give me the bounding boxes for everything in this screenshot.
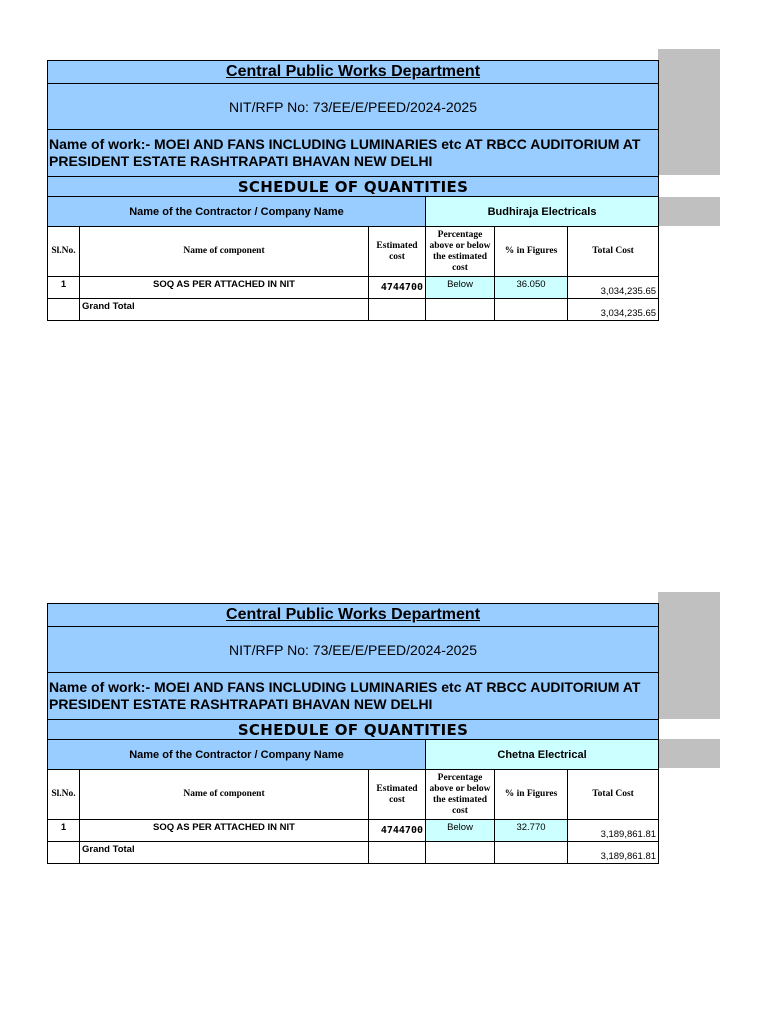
item-total-cost: 3,034,235.65 bbox=[568, 277, 659, 299]
item-component: SOQ AS PER ATTACHED IN NIT bbox=[80, 277, 369, 299]
grand-total-label: Grand Total bbox=[80, 842, 369, 864]
nit-number: NIT/RFP No: 73/EE/E/PEED/2024-2025 bbox=[48, 84, 659, 130]
table-row bbox=[48, 277, 659, 299]
col-header-component: Name of component bbox=[80, 770, 369, 820]
item-percent: 32.770 bbox=[495, 820, 568, 842]
name-of-work: Name of work:- MOEI AND FANS INCLUDING LUMINARIES etc AT RBCC AUDITORIUM AT PRESIDENT ESTATE RASHTRAPATI BHAVAN NEW DELHI bbox=[48, 130, 659, 177]
soq-table bbox=[47, 603, 659, 864]
table-row bbox=[48, 820, 659, 842]
col-header-sl-no: Sl.No. bbox=[48, 770, 80, 820]
contractor-label: Name of the Contractor / Company Name bbox=[48, 740, 426, 770]
col-header-percent-figures: % in Figures bbox=[495, 227, 568, 277]
col-header-sl-no: Sl.No. bbox=[48, 227, 80, 277]
item-sl-no: 1 bbox=[48, 277, 80, 299]
item-component: SOQ AS PER ATTACHED IN NIT bbox=[80, 820, 369, 842]
grand-total-row bbox=[48, 842, 659, 864]
gray-side-panel bbox=[658, 197, 720, 226]
col-header-percent-figures: % in Figures bbox=[495, 770, 568, 820]
nit-number: NIT/RFP No: 73/EE/E/PEED/2024-2025 bbox=[48, 627, 659, 673]
soq-table bbox=[47, 60, 659, 321]
grand-total-value: 3,189,861.81 bbox=[568, 842, 659, 864]
col-header-percentage: Percentage above or below the estimated cost bbox=[426, 770, 495, 820]
tender-block-2 bbox=[47, 603, 658, 864]
item-total-cost: 3,189,861.81 bbox=[568, 820, 659, 842]
gray-side-panel bbox=[658, 739, 720, 768]
department-title: Central Public Works Department bbox=[48, 604, 659, 627]
col-header-component: Name of component bbox=[80, 227, 369, 277]
gray-side-panel bbox=[658, 592, 720, 719]
col-header-total-cost: Total Cost bbox=[568, 227, 659, 277]
item-estimated-cost: 4744700 bbox=[369, 820, 426, 842]
grand-total-value: 3,034,235.65 bbox=[568, 299, 659, 321]
grand-total-label: Grand Total bbox=[80, 299, 369, 321]
contractor-name: Chetna Electrical bbox=[426, 740, 659, 770]
item-estimated-cost: 4744700 bbox=[369, 277, 426, 299]
item-above-below: Below bbox=[426, 277, 495, 299]
col-header-estimated-cost: Estimated cost bbox=[369, 227, 426, 277]
col-header-percentage: Percentage above or below the estimated cost bbox=[426, 227, 495, 277]
contractor-name: Budhiraja Electricals bbox=[426, 197, 659, 227]
col-header-estimated-cost: Estimated cost bbox=[369, 770, 426, 820]
name-of-work: Name of work:- MOEI AND FANS INCLUDING LUMINARIES etc AT RBCC AUDITORIUM AT PRESIDENT ESTATE RASHTRAPATI BHAVAN NEW DELHI bbox=[48, 673, 659, 720]
schedule-title: SCHEDULE OF QUANTITIES bbox=[48, 177, 659, 197]
item-above-below: Below bbox=[426, 820, 495, 842]
col-header-total-cost: Total Cost bbox=[568, 770, 659, 820]
department-title: Central Public Works Department bbox=[48, 61, 659, 84]
schedule-title: SCHEDULE OF QUANTITIES bbox=[48, 720, 659, 740]
tender-block-1 bbox=[47, 60, 658, 321]
contractor-label: Name of the Contractor / Company Name bbox=[48, 197, 426, 227]
item-sl-no: 1 bbox=[48, 820, 80, 842]
gray-side-panel bbox=[658, 49, 720, 175]
item-percent: 36.050 bbox=[495, 277, 568, 299]
grand-total-row bbox=[48, 299, 659, 321]
